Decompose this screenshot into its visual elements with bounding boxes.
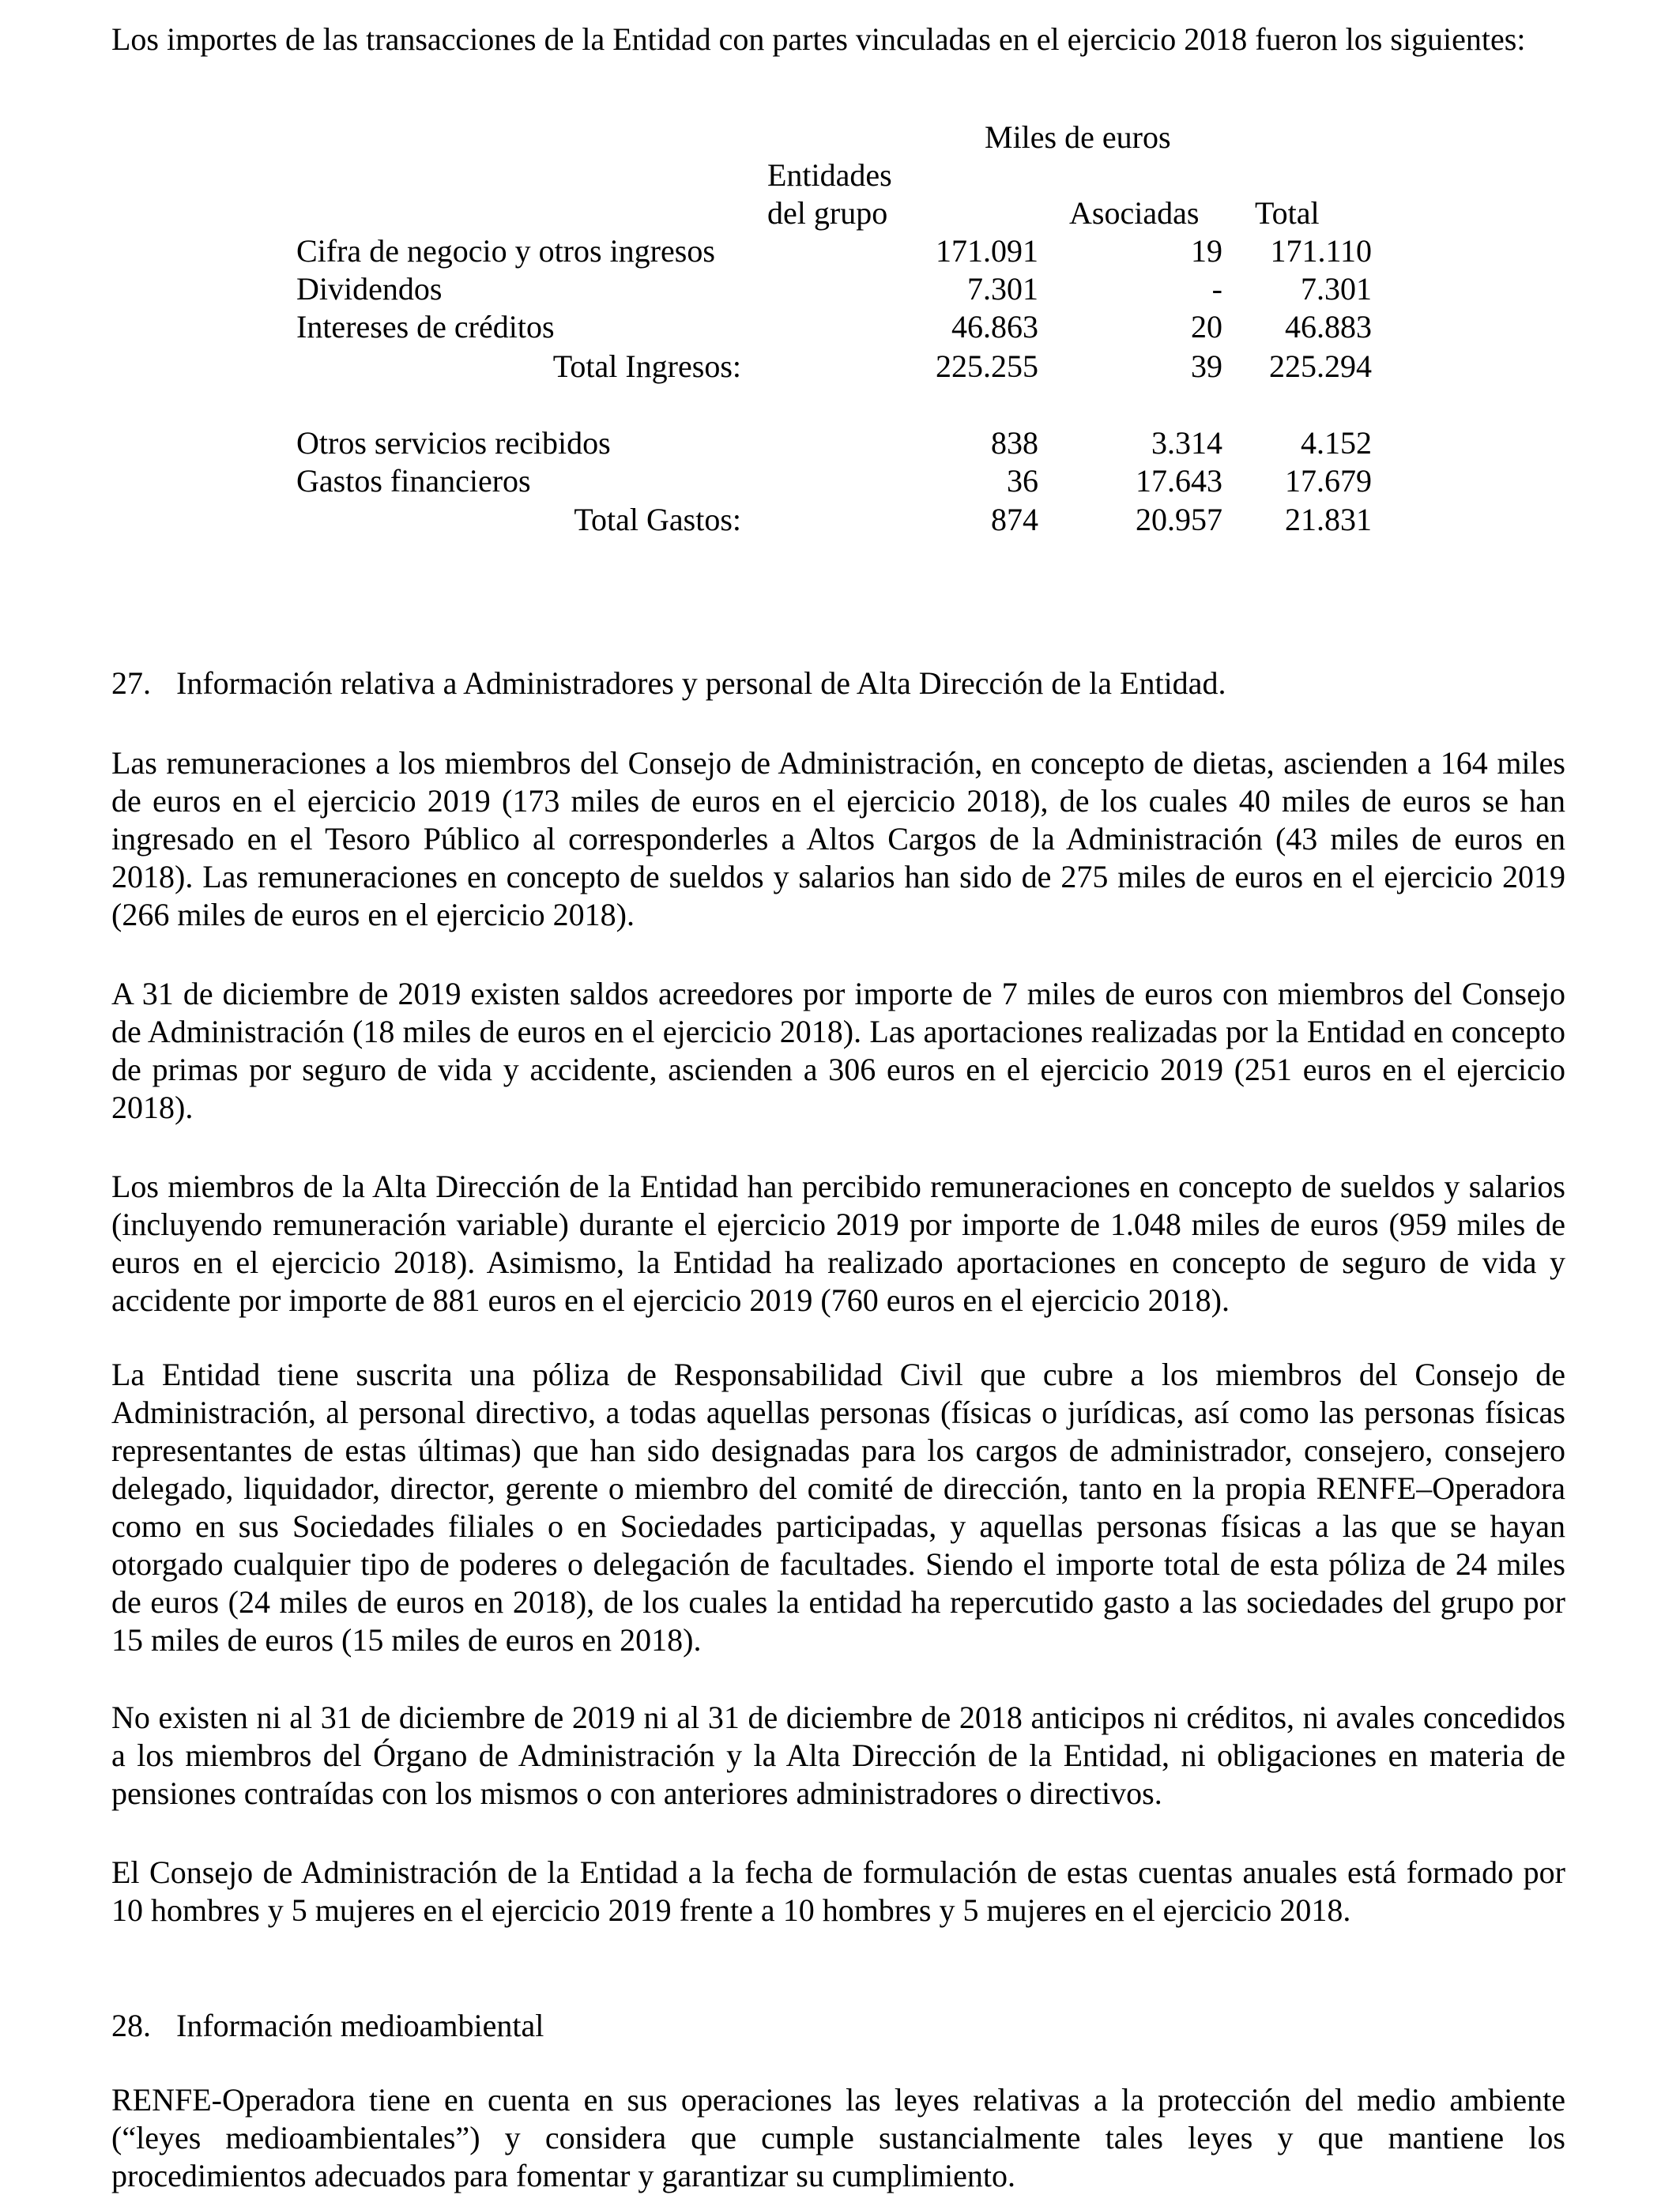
cell-grupo: 225.255 [936, 348, 1038, 384]
col-header-total: Total [1255, 195, 1320, 231]
section-title: Información relativa a Administradores y personal de Alta Dirección de la Entidad. [176, 665, 1226, 701]
cell-asociadas: 17.643 [1136, 463, 1222, 499]
cell-asociadas: 19 [1191, 233, 1222, 269]
col-header-grupo-line2: del grupo [767, 195, 888, 231]
cell-grupo: 874 [991, 502, 1038, 537]
cell-grupo: 7.301 [967, 271, 1038, 307]
cell-total: 225.294 [1269, 348, 1372, 384]
section-27-heading [111, 665, 1226, 702]
row-label: Cifra de negocio y otros ingresos [296, 233, 715, 269]
row-label: Otros servicios recibidos [296, 425, 611, 461]
row-label: Intereses de créditos [296, 309, 555, 344]
cell-asociadas: 20 [1191, 309, 1222, 344]
col-header-asociadas: Asociadas [1069, 195, 1200, 231]
row-label: Gastos financieros [296, 463, 531, 499]
cell-total: 7.301 [1301, 271, 1372, 307]
section-27-paragraph-2: A 31 de diciembre de 2019 existen saldos acreedores por importe de 7 miles de euros con miembros del Consejo de Administración (18 miles de euros en el ejercicio 2018). Las aportaciones realizadas por la Entidad en concepto de primas por seguro de vida y accidente, ascienden a 306 euros en el ejercicio 2019 (251 euros en el ejercicio 2018). [111, 976, 1565, 1125]
section-27-paragraph-5: No existen ni al 31 de diciembre de 2019 ni al 31 de diciembre de 2018 anticipos ni créditos, ni avales concedidos a los miembros del Órgano de Administración y la Alta Dirección de la Entidad, ni obligaciones en materia de pensiones contraídas con los mismos o con anteriores administradores o directivos. [111, 1700, 1565, 1811]
table-total-row [0, 348, 1680, 386]
cell-grupo: 838 [991, 425, 1038, 461]
table-row [0, 424, 1680, 462]
unit-header: Miles de euros [985, 119, 1171, 155]
cell-grupo: 36 [1007, 463, 1038, 499]
cell-grupo: 46.863 [951, 309, 1038, 344]
table-row [0, 232, 1680, 270]
cell-total: 21.831 [1285, 502, 1372, 537]
table-row [0, 270, 1680, 308]
section-27-paragraph-4: La Entidad tiene suscrita una póliza de Responsabilidad Civil que cubre a los miembros del Consejo de Administración, al personal directivo, a todas aquellas personas (físicas o jurídicas, así como las personas físicas representantes de estas últimas) que han sido designadas para los cargos de administrador, consejero, consejero delegado, liquidador, director, gerente o miembro del comité de dirección, tanto en la propia RENFE–Operadora como en sus Sociedades filiales o en Sociedades participadas, y aquellas personas físicas a las que se hayan otorgado cualquier tipo de poderes o delegación de facultades. Siendo el importe total de esta póliza de 24 miles de euros (24 miles de euros en 2018), de los cuales la entidad ha repercutido gasto a las sociedades del grupo por 15 miles de euros (15 miles de euros en 2018). [111, 1357, 1565, 1658]
section-27-paragraph-1: Las remuneraciones a los miembros del Consejo de Administración, en concepto de dietas, ascienden a 164 miles de euros en el ejercicio 2019 (173 miles de euros en el ejercicio 2018), de los cuales 40 miles de euros se han ingresado en el Tesoro Público al corresponderles a Altos Cargos de la Administración (43 miles de euros en 2018). Las remuneraciones en concepto de sueldos y salarios han sido de 275 miles de euros en el ejercicio 2019 (266 miles de euros en el ejercicio 2018). [111, 745, 1565, 932]
table-total-row [0, 501, 1680, 539]
intro-paragraph: Los importes de las transacciones de la Entidad con partes vinculadas en el ejercicio 2018 fueron los siguientes: [111, 21, 1526, 57]
cell-grupo: 171.091 [936, 233, 1038, 269]
section-27-paragraph-3: Los miembros de la Alta Dirección de la Entidad han percibido remuneraciones en concepto de sueldos y salarios (incluyendo remuneración variable) durante el ejercicio 2019 por importe de 1.048 miles de euros (959 miles de euros en el ejercicio 2018). Asimismo, la Entidad ha realizado aportaciones en concepto de seguro de vida y accidente por importe de 881 euros en el ejercicio 2019 (760 euros en el ejercicio 2018). [111, 1169, 1565, 1318]
cell-total: 17.679 [1285, 463, 1372, 499]
row-label: Dividendos [296, 271, 443, 307]
row-label: Total Ingresos: [552, 348, 741, 384]
section-number: 27. [111, 665, 151, 701]
cell-total: 171.110 [1270, 233, 1372, 269]
cell-asociadas: 20.957 [1136, 502, 1222, 537]
cell-total: 46.883 [1285, 309, 1372, 344]
section-28-heading [111, 2007, 544, 2045]
cell-asociadas: - [1211, 271, 1222, 307]
cell-total: 4.152 [1301, 425, 1372, 461]
section-28-paragraph-1: RENFE-Operadora tiene en cuenta en sus operaciones las leyes relativas a la protección del medio ambiente (“leyes medioambientales”) y considera que cumple sustancialmente tales leyes y que mantiene los procedimientos adecuados para fomentar y garantizar su cumplimiento. [111, 2082, 1565, 2193]
section-27-paragraph-6: El Consejo de Administración de la Entidad a la fecha de formulación de estas cuentas anuales está formado por 10 hombres y 5 mujeres en el ejercicio 2019 frente a 10 hombres y 5 mujeres en el ejercicio 2018. [111, 1854, 1565, 1928]
col-header-grupo-line1: Entidades [767, 157, 892, 193]
table-row [0, 308, 1680, 346]
cell-asociadas: 3.314 [1151, 425, 1222, 461]
section-number: 28. [111, 2008, 151, 2043]
cell-asociadas: 39 [1191, 348, 1222, 384]
row-label: Total Gastos: [574, 502, 741, 537]
table-row [0, 462, 1680, 500]
section-title: Información medioambiental [176, 2008, 544, 2043]
